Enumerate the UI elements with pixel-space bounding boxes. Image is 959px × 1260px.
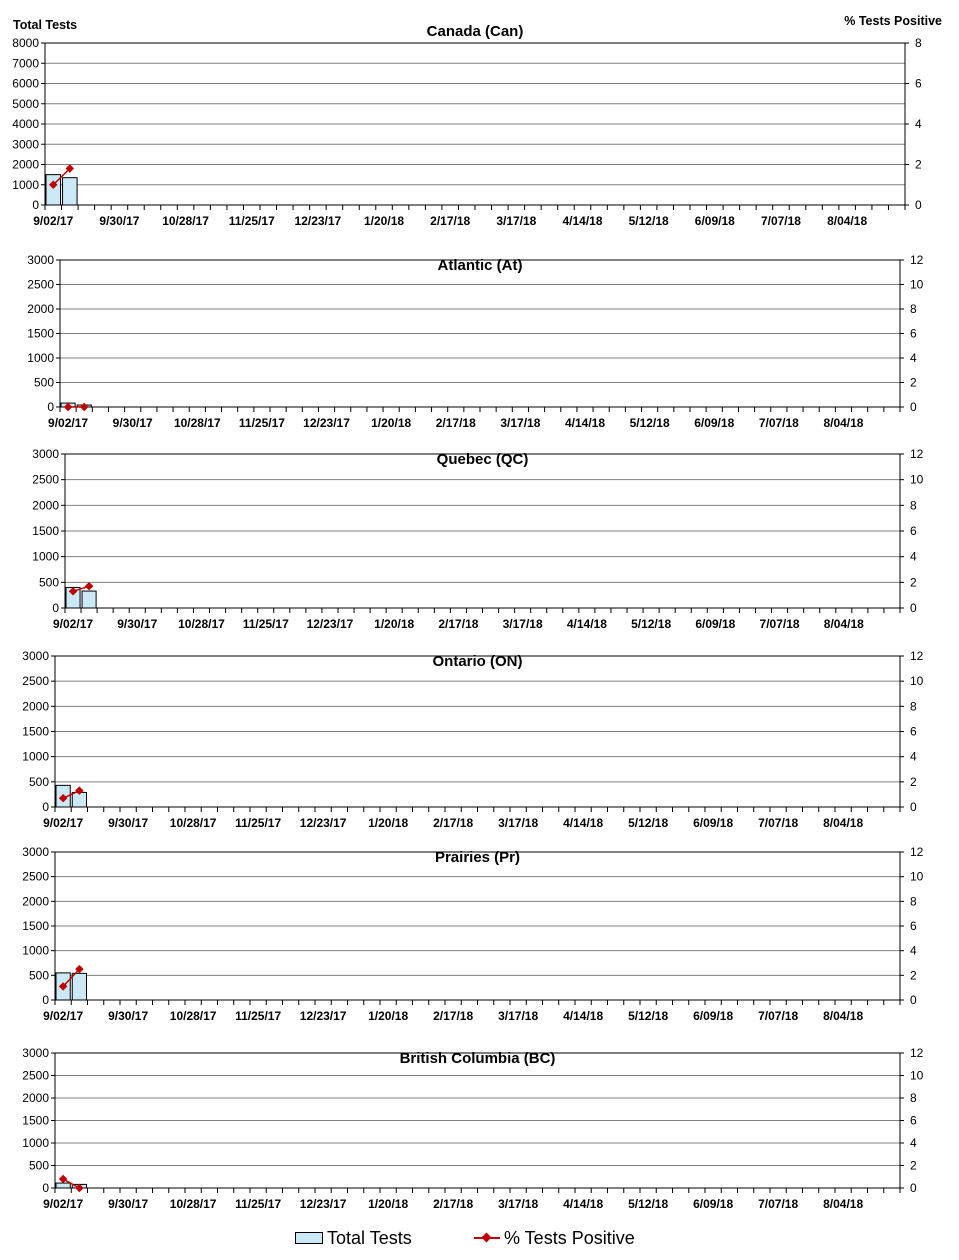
- y-tick-label: 3000: [32, 447, 59, 461]
- x-tick-label: 5/12/18: [628, 1197, 669, 1211]
- legend-swatch-line: [474, 1232, 500, 1244]
- y2-tick-label: 12: [910, 253, 924, 267]
- y-tick-label: 1000: [27, 351, 54, 365]
- marker-percent-positive: [80, 403, 88, 411]
- y2-tick-label: 8: [910, 699, 917, 714]
- chart-title: Quebec (QC): [436, 451, 529, 468]
- x-tick-label: 2/17/18: [430, 214, 471, 228]
- y2-tick-label: 8: [910, 1091, 917, 1105]
- x-tick-label: 11/25/17: [242, 617, 289, 631]
- x-tick-label: 3/17/18: [498, 1009, 539, 1023]
- x-tick-label: 11/25/17: [228, 214, 275, 228]
- y2-tick-label: 6: [910, 1113, 917, 1128]
- y2-tick-label: 6: [910, 524, 917, 538]
- x-tick-label: 5/12/18: [628, 1009, 669, 1023]
- x-tick-label: 1/20/18: [371, 416, 412, 430]
- x-tick-label: 6/09/18: [693, 1009, 734, 1023]
- bar-total-tests: [63, 178, 78, 205]
- x-tick-label: 11/25/17: [235, 1197, 282, 1211]
- x-tick-label: 10/28/17: [169, 1197, 217, 1211]
- chart-panel-2: [32, 447, 923, 631]
- x-tick-label: 8/04/18: [823, 617, 864, 631]
- x-tick-label: 10/28/17: [169, 1009, 217, 1023]
- y2-tick-label: 8: [910, 302, 917, 316]
- chart-panel-4: [22, 845, 923, 1023]
- x-tick-label: 9/30/17: [117, 617, 158, 631]
- bar-total-tests: [56, 1183, 70, 1188]
- chart-title: Atlantic (At): [437, 257, 523, 274]
- chart-legend: [0, 1222, 959, 1254]
- bar-total-tests: [72, 973, 86, 1000]
- marker-percent-positive: [85, 582, 93, 590]
- x-tick-label: 12/23/17: [294, 214, 342, 228]
- y2-tick-label: 2: [910, 1158, 917, 1173]
- x-tick-label: 3/17/18: [500, 416, 541, 430]
- y2-tick-label: 0: [910, 400, 917, 414]
- y2-tick-label: 10: [910, 472, 924, 487]
- x-tick-label: 10/28/17: [173, 416, 221, 430]
- y2-tick-label: 2: [910, 375, 917, 390]
- x-tick-label: 2/17/18: [435, 416, 476, 430]
- y-tick-label: 3000: [27, 253, 54, 267]
- x-tick-label: 9/30/17: [99, 214, 140, 228]
- x-tick-label: 3/17/18: [498, 816, 539, 830]
- x-tick-label: 1/20/18: [374, 617, 415, 631]
- x-tick-label: 8/04/18: [823, 1197, 864, 1211]
- x-tick-label: 10/28/17: [178, 617, 225, 631]
- y-tick-label: 1000: [32, 549, 59, 564]
- y2-tick-label: 0: [910, 601, 917, 615]
- y2-tick-label: 0: [910, 993, 917, 1007]
- x-tick-label: 7/07/18: [758, 1197, 799, 1211]
- y-tick-label: 3000: [22, 845, 49, 859]
- x-tick-label: 5/12/18: [628, 816, 669, 830]
- y2-tick-label: 2: [915, 157, 922, 172]
- y-tick-label: 1500: [32, 524, 59, 538]
- y-tick-label: 500: [28, 1158, 49, 1173]
- x-tick-label: 9/30/17: [108, 1197, 149, 1211]
- y2-tick-label: 10: [910, 1068, 924, 1083]
- y-tick-label: 6000: [12, 76, 39, 91]
- y-tick-label: 1500: [22, 724, 49, 739]
- legend-item-percent-positive: [474, 1226, 635, 1250]
- right-axis-title: % Tests Positive: [844, 14, 942, 28]
- x-tick-label: 8/04/18: [823, 416, 864, 430]
- x-tick-label: 5/12/18: [628, 214, 669, 228]
- y2-tick-label: 10: [910, 277, 924, 292]
- x-tick-label: 4/14/18: [563, 1197, 604, 1211]
- x-tick-label: 8/04/18: [823, 816, 864, 830]
- chart-panel-3: [22, 649, 923, 830]
- y-tick-label: 2000: [32, 498, 59, 513]
- x-tick-label: 9/02/17: [33, 214, 74, 228]
- y2-tick-label: 12: [910, 845, 924, 859]
- y-tick-label: 0: [42, 800, 49, 814]
- legend-item-total-tests: [295, 1226, 412, 1250]
- legend-swatch-bar: [295, 1232, 323, 1244]
- y-tick-label: 1000: [22, 943, 49, 958]
- y-tick-label: 1000: [22, 749, 49, 764]
- x-tick-label: 7/07/18: [760, 214, 801, 228]
- y-tick-label: 500: [38, 575, 59, 590]
- x-tick-label: 2/17/18: [433, 1197, 474, 1211]
- y2-tick-label: 6: [910, 326, 917, 341]
- y-tick-label: 1500: [27, 326, 54, 341]
- x-tick-label: 4/14/18: [562, 214, 603, 228]
- x-tick-label: 9/02/17: [43, 816, 84, 830]
- x-tick-label: 1/20/18: [368, 1197, 409, 1211]
- x-tick-label: 4/14/18: [563, 1009, 604, 1023]
- x-tick-label: 4/14/18: [563, 816, 604, 830]
- x-tick-label: 12/23/17: [299, 1009, 347, 1023]
- y2-tick-label: 4: [910, 749, 917, 764]
- y-tick-label: 2000: [27, 302, 54, 316]
- x-tick-label: 10/28/17: [162, 214, 209, 228]
- y2-tick-label: 10: [910, 674, 924, 689]
- chart-panel-5: [22, 1046, 923, 1211]
- y2-tick-label: 8: [915, 36, 922, 50]
- y2-tick-label: 4: [910, 549, 917, 564]
- y-tick-label: 3000: [22, 649, 49, 663]
- chart-title: British Columbia (BC): [399, 1050, 556, 1067]
- y2-tick-label: 4: [910, 1136, 917, 1150]
- x-tick-label: 9/30/17: [112, 416, 153, 430]
- y2-tick-label: 2: [910, 968, 917, 983]
- legend-label-total-tests: Total Tests: [327, 1227, 412, 1248]
- x-tick-label: 11/25/17: [235, 1009, 282, 1023]
- x-tick-label: 5/12/18: [629, 416, 670, 430]
- x-tick-label: 9/30/17: [108, 1009, 149, 1023]
- y-tick-label: 7000: [12, 56, 39, 71]
- x-tick-label: 2/17/18: [438, 617, 479, 631]
- chart-title: Ontario (ON): [432, 653, 523, 670]
- x-tick-label: 12/23/17: [306, 617, 354, 631]
- x-tick-label: 2/17/18: [433, 816, 474, 830]
- x-tick-label: 10/28/17: [169, 816, 217, 830]
- y-tick-label: 2500: [27, 277, 54, 292]
- y-tick-label: 0: [52, 601, 59, 615]
- legend-label-percent-positive: % Tests Positive: [504, 1227, 635, 1248]
- y2-tick-label: 10: [910, 869, 924, 884]
- y2-tick-label: 4: [910, 351, 917, 365]
- y-tick-label: 500: [33, 375, 54, 390]
- left-axis-title: Total Tests: [13, 18, 78, 32]
- y2-tick-label: 2: [910, 774, 917, 789]
- chart-panel-1: [27, 253, 923, 430]
- chart-title: Prairies (Pr): [434, 849, 521, 866]
- y2-tick-label: 4: [910, 943, 917, 958]
- y2-tick-label: 0: [915, 198, 922, 212]
- x-tick-label: 8/04/18: [823, 1009, 864, 1023]
- x-tick-label: 9/30/17: [108, 816, 149, 830]
- x-tick-label: 6/09/18: [695, 617, 736, 631]
- x-tick-label: 3/17/18: [498, 1197, 539, 1211]
- x-tick-label: 3/17/18: [502, 617, 543, 631]
- y-tick-label: 0: [42, 1181, 49, 1195]
- y2-tick-label: 0: [910, 1181, 917, 1195]
- y2-tick-label: 8: [910, 894, 917, 909]
- chart-panel-0: [12, 23, 922, 228]
- x-tick-label: 4/14/18: [566, 617, 607, 631]
- x-tick-label: 9/02/17: [53, 617, 94, 631]
- y2-tick-label: 12: [910, 447, 924, 461]
- y-tick-label: 1500: [22, 919, 49, 933]
- x-tick-label: 9/02/17: [43, 1197, 84, 1211]
- x-tick-label: 9/02/17: [43, 1009, 84, 1023]
- x-tick-label: 3/17/18: [496, 214, 537, 228]
- x-tick-label: 7/07/18: [759, 617, 800, 631]
- x-tick-label: 12/23/17: [299, 816, 347, 830]
- y-tick-label: 500: [28, 774, 49, 789]
- x-tick-label: 6/09/18: [693, 1197, 734, 1211]
- y-tick-label: 3000: [22, 1046, 49, 1060]
- x-tick-label: 4/14/18: [564, 416, 606, 430]
- x-tick-label: 7/07/18: [758, 416, 799, 430]
- y2-tick-label: 8: [910, 498, 917, 513]
- x-tick-label: 7/07/18: [758, 1009, 799, 1023]
- x-tick-label: 7/07/18: [758, 816, 799, 830]
- y2-tick-label: 12: [910, 649, 924, 663]
- x-tick-label: 12/23/17: [299, 1197, 347, 1211]
- x-tick-label: 5/12/18: [631, 617, 672, 631]
- y2-tick-label: 6: [910, 724, 917, 739]
- y-tick-label: 500: [28, 968, 49, 983]
- y-tick-label: 2500: [22, 1068, 49, 1083]
- x-tick-label: 11/25/17: [235, 816, 282, 830]
- y-tick-label: 8000: [12, 36, 39, 50]
- y2-tick-label: 0: [910, 800, 917, 814]
- y-tick-label: 2500: [22, 869, 49, 884]
- y-tick-label: 1000: [12, 177, 39, 192]
- x-tick-label: 12/23/17: [303, 416, 350, 430]
- x-tick-label: 9/02/17: [48, 416, 89, 430]
- x-tick-label: 6/09/18: [694, 214, 735, 228]
- y2-tick-label: 4: [915, 117, 922, 131]
- x-tick-label: 6/09/18: [693, 816, 734, 830]
- y-tick-label: 2000: [22, 894, 49, 909]
- x-tick-label: 1/20/18: [364, 214, 405, 228]
- y-tick-label: 2500: [22, 674, 49, 689]
- y-tick-label: 0: [47, 400, 54, 414]
- x-tick-label: 1/20/18: [368, 1009, 409, 1023]
- y-tick-label: 2000: [22, 1091, 49, 1105]
- y-tick-label: 2500: [32, 472, 59, 487]
- y-tick-label: 2000: [22, 699, 49, 714]
- y-tick-label: 1500: [22, 1113, 49, 1128]
- bar-total-tests: [82, 591, 96, 608]
- y-tick-label: 1000: [22, 1136, 49, 1150]
- y-tick-label: 0: [42, 993, 49, 1007]
- y-tick-label: 2000: [12, 157, 39, 172]
- x-tick-label: 11/25/17: [238, 416, 285, 430]
- y2-tick-label: 2: [910, 575, 917, 590]
- x-tick-label: 6/09/18: [694, 416, 735, 430]
- chart-title: Canada (Can): [426, 23, 524, 40]
- y-tick-label: 4000: [12, 117, 39, 131]
- x-tick-label: 8/04/18: [827, 214, 868, 228]
- y2-tick-label: 12: [910, 1046, 924, 1060]
- y-tick-label: 5000: [12, 96, 39, 111]
- x-tick-label: 2/17/18: [433, 1009, 474, 1023]
- x-tick-label: 1/20/18: [368, 816, 409, 830]
- marker-percent-positive: [59, 1175, 67, 1183]
- y-tick-label: 0: [32, 198, 39, 212]
- y2-tick-label: 6: [915, 76, 922, 91]
- y2-tick-label: 6: [910, 919, 917, 933]
- y-tick-label: 3000: [12, 137, 39, 152]
